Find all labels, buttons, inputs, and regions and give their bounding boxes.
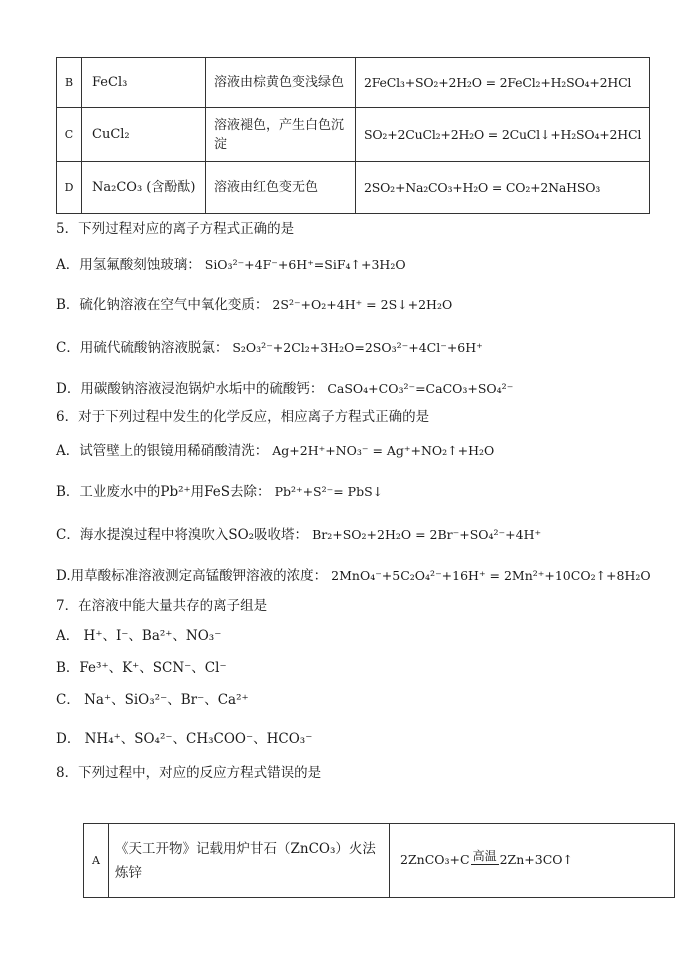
condition-label: 高温 [472, 849, 497, 863]
option-equation: SiO₃²⁻+4F⁻+6H⁺=SiF₄↑+3H₂O [204, 257, 406, 272]
reagent-cell: FeCl₃ [82, 58, 206, 108]
q7-option-b: B．Fe³⁺、K⁺、SCN⁻、Cl⁻ [56, 660, 227, 676]
equation-cell: 2FeCl₃+SO₂+2H₂O = 2FeCl₂+H₂SO₄+2HCl [356, 58, 650, 108]
reaction-condition [471, 850, 499, 871]
option-equation: Pb²⁺+S²⁻= PbS↓ [274, 484, 384, 499]
options-table-bottom [83, 823, 675, 898]
option-text: D.用草酸标准溶液测定高锰酸钾溶液的浓度： [56, 568, 328, 584]
option-text: D．用碳酸钠溶液浸泡锅炉水垢中的硫酸钙： [56, 381, 324, 397]
option-equation: 2S²⁻+O₂+4H⁺ = 2S↓+2H₂O [272, 297, 453, 312]
question-6-stem: 6．对于下列过程中发生的化学反应，相应离子方程式正确的是 [56, 409, 430, 425]
option-equation: 2MnO₄⁻+5C₂O₄²⁻+16H⁺ = 2Mn²⁺+10CO₂↑+8H₂O [331, 568, 651, 583]
row-label: D [57, 162, 82, 214]
table-row [57, 162, 650, 214]
row-label: A [84, 824, 109, 898]
q5-option-d [56, 377, 513, 397]
question-7-stem: 7．在溶液中能大量共存的离子组是 [56, 598, 268, 614]
option-text: B．硫化钠溶液在空气中氧化变质： [56, 297, 269, 313]
reagent-cell: CuCl₂ [82, 108, 206, 162]
options-table-top [56, 57, 650, 214]
q5-option-c [56, 336, 483, 356]
question-5-stem: 5．下列过程对应的离子方程式正确的是 [56, 221, 295, 237]
equation-cell: SO₂+2CuCl₂+2H₂O = 2CuCl↓+H₂SO₄+2HCl [356, 108, 650, 162]
option-text: C．用硫代硫酸钠溶液脱氯： [56, 340, 229, 356]
table-row [84, 824, 675, 898]
q7-option-a: A． H⁺、I⁻、Ba²⁺、NO₃⁻ [56, 628, 222, 644]
option-text: A．试管壁上的银镜用稀硝酸清洗： [56, 443, 269, 459]
option-equation: CaSO₄+CO₃²⁻=CaCO₃+SO₄²⁻ [327, 381, 514, 396]
q7-option-c: C． Na⁺、SiO₃²⁻、Br⁻、Ca²⁺ [56, 692, 249, 708]
q6-option-c [56, 523, 541, 543]
option-text: A．用氢氟酸刻蚀玻璃： [56, 257, 201, 273]
phenomenon-cell: 溶液褪色，产生白色沉淀 [206, 108, 356, 162]
option-equation: S₂O₃²⁻+2Cl₂+3H₂O=2SO₃²⁻+4Cl⁻+6H⁺ [232, 340, 483, 355]
option-text: B．工业废水中的Pb²⁺用FeS去除： [56, 484, 271, 500]
row-label: B [57, 58, 82, 108]
option-equation: Ag+2H⁺+NO₃⁻ = Ag⁺+NO₂↑+H₂O [272, 443, 495, 458]
equation-left: 2ZnCO₃+C [400, 852, 470, 867]
description-cell: 《天工开物》记载用炉甘石（ZnCO₃）火法炼锌 [109, 824, 390, 898]
q5-option-b [56, 293, 452, 313]
equation-cell: 2SO₂+Na₂CO₃+H₂O = CO₂+2NaHSO₃ [356, 162, 650, 214]
q6-option-b [56, 480, 383, 500]
reagent-cell: Na₂CO₃ (含酚酞) [82, 162, 206, 214]
question-8-stem: 8．下列过程中，对应的反应方程式错误的是 [56, 765, 322, 781]
q7-option-d: D． NH₄⁺、SO₄²⁻、CH₃COO⁻、HCO₃⁻ [56, 731, 313, 747]
table-row [57, 108, 650, 162]
row-label: C [57, 108, 82, 162]
table-row [57, 58, 650, 108]
option-equation: Br₂+SO₂+2H₂O = 2Br⁻+SO₄²⁻+4H⁺ [312, 527, 542, 542]
q6-option-d [56, 564, 651, 584]
equation-right: 2Zn+3CO↑ [499, 852, 573, 867]
option-text: C．海水提溴过程中将溴吹入SO₂吸收塔： [56, 527, 309, 543]
phenomenon-cell: 溶液由棕黄色变浅绿色 [206, 58, 356, 108]
phenomenon-cell: 溶液由红色变无色 [206, 162, 356, 214]
q5-option-a [56, 253, 406, 273]
equation-cell [390, 824, 675, 898]
q6-option-a [56, 439, 494, 459]
